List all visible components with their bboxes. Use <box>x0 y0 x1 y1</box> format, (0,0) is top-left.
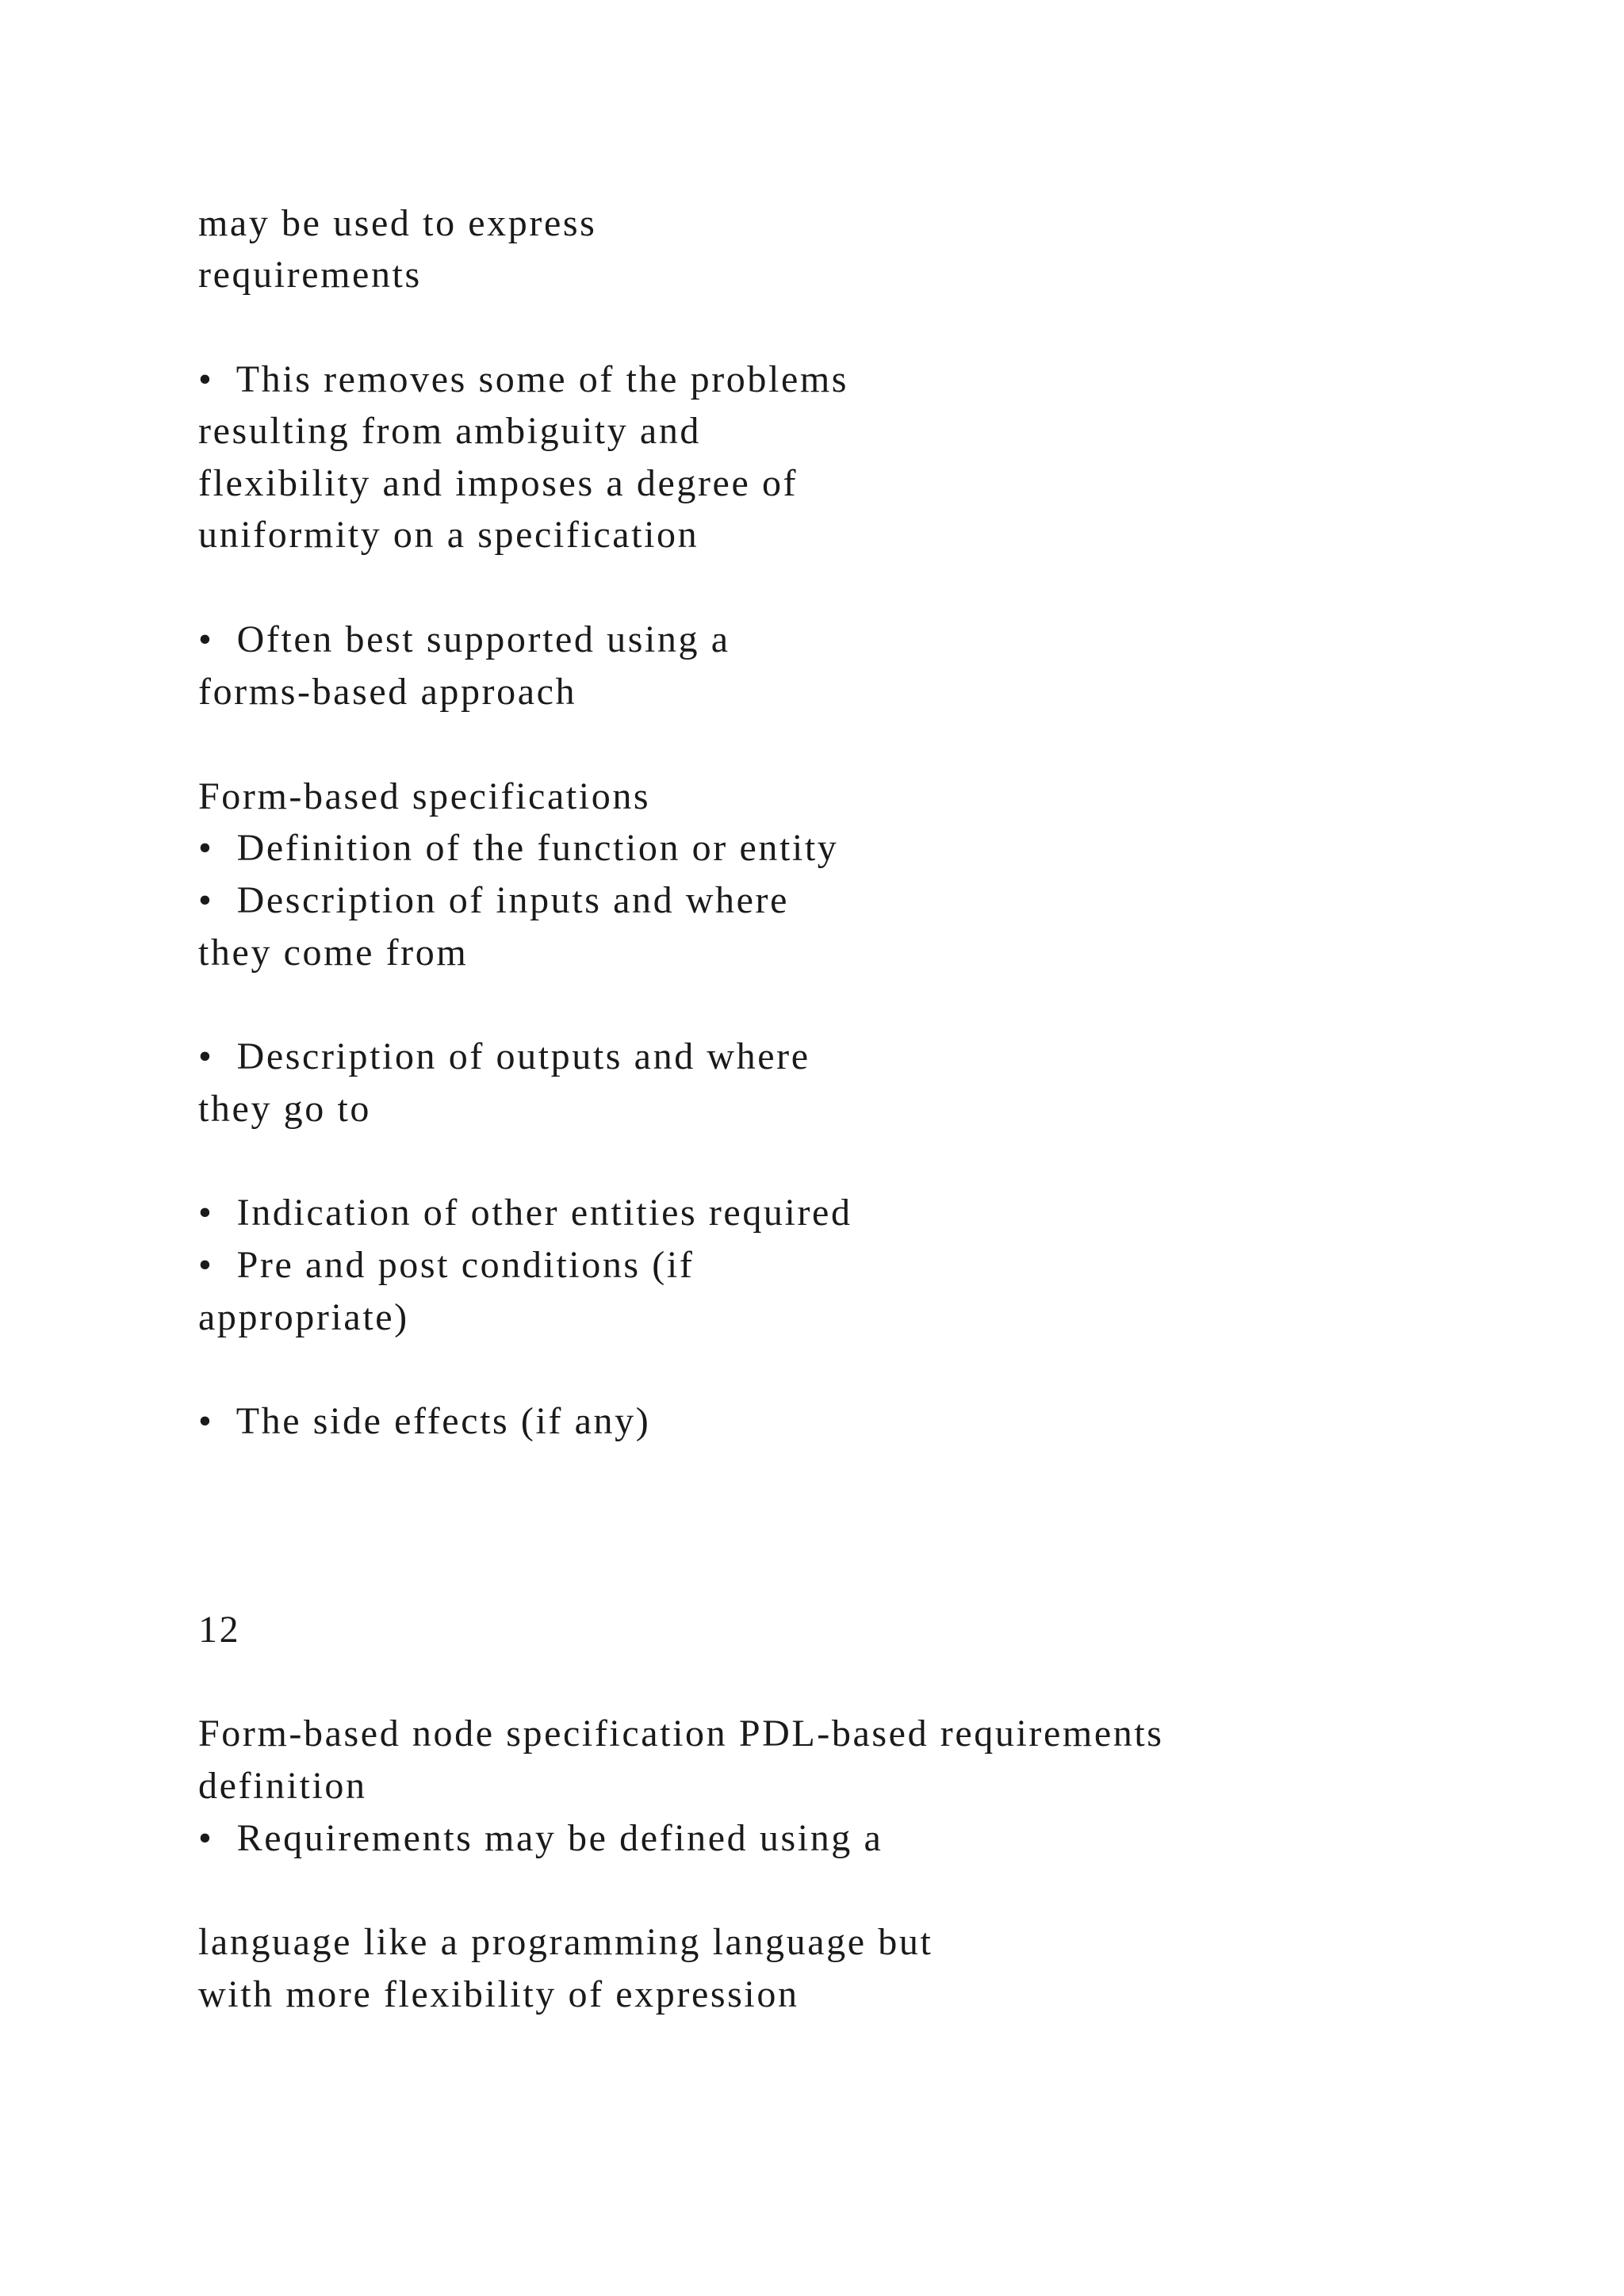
bullet-item: • Often best supported using a <box>198 618 730 660</box>
section-heading: Form-based specifications <box>198 775 651 817</box>
bullet-item: • Description of outputs and where <box>198 1035 810 1077</box>
bullet-item: • Description of inputs and where <box>198 879 790 921</box>
text-line: forms-based approach <box>198 671 577 713</box>
text-line: resulting from ambiguity and <box>198 410 702 452</box>
bullet-item: • This removes some of the problems <box>198 358 849 400</box>
text-line: with more flexibility of expression <box>198 1973 799 2015</box>
bullet-item: • Pre and post conditions (if <box>198 1244 695 1286</box>
text-line: requirements <box>198 254 422 296</box>
text-line: they come from <box>198 932 469 974</box>
bullet-item: • The side effects (if any) <box>198 1400 651 1442</box>
text-line: they go to <box>198 1088 371 1130</box>
section-heading: Form-based node specification PDL-based requirements <box>198 1712 1164 1755</box>
bullet-item: • Definition of the function or entity <box>198 827 839 869</box>
text-line: definition <box>198 1765 367 1807</box>
text-line: may be used to express <box>198 202 597 244</box>
text-line: appropriate) <box>198 1296 409 1338</box>
bullet-item: • Requirements may be defined using a <box>198 1817 883 1859</box>
text-line: flexibility and imposes a degree of <box>198 462 799 504</box>
page-number: 12 <box>198 1609 241 1651</box>
text-line: uniformity on a specification <box>198 514 699 556</box>
text-line: language like a programming language but <box>198 1921 933 1963</box>
bullet-item: • Indication of other entities required <box>198 1192 852 1234</box>
